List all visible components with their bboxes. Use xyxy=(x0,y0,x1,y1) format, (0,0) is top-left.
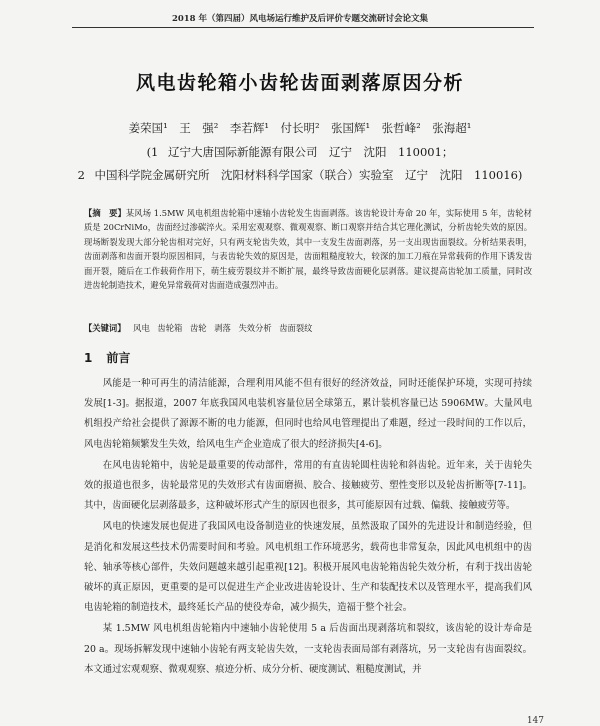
section-title: 前言 xyxy=(106,351,131,365)
body-text xyxy=(84,374,532,681)
keyword: 风电 xyxy=(133,323,150,333)
paper-title: 风电齿轮箱小齿轮齿面剥落原因分析 xyxy=(135,72,464,94)
keyword: 齿面裂纹 xyxy=(279,323,313,333)
paragraph: 某 1.5MW 风电机组齿轮箱内中速轴小齿轮使用 5 a 后齿面出现剥落坑和裂纹，该齿轮的设计寿命是 20 a。现场拆解发现中速轴小齿轮有两支轮齿失效，一支轮齿表面局部有剥落坑，另一支轮齿有齿面裂纹。本文通过宏观观察、微观观察、痕迹分析、成分分析、硬度测试、粗糙度测试，并 xyxy=(84,623,532,675)
paragraph: 风电的快速发展也促进了我国风电设备制造业的快速发展，虽然汲取了国外的先进设计和制造经验，但是消化和发展这些技术仍需要时间和考验。风电机组工作环境恶劣，载荷也非常复杂，因此风电机组中的齿轮、轴承等核心部件，失效问题越来越引起重视[12]。积极开展风电齿轮箱齿轮失效分析，有利于找出齿轮破坏的真正原因，更重要的是可以促进生产企业改进齿轮设计、生产和装配技术以及管理水平，提高我们风电齿轮箱的制造技术，最终延长产品的使役寿命，减少损失，造福于整个社会。 xyxy=(84,521,532,614)
page-number: 147 xyxy=(526,716,544,726)
keywords-label: 【关键词】 xyxy=(84,323,126,333)
author-list: 姜荣国¹ 王 强² 李若辉¹ 付长明² 张国辉¹ 张哲峰² 张海超¹ xyxy=(128,121,472,135)
keywords xyxy=(84,322,532,334)
keyword: 剥落 xyxy=(214,323,231,333)
header-rule xyxy=(72,27,534,28)
affiliation-1: (1 辽宁大唐国际新能源有限公司 辽宁 沈阳 110001； xyxy=(146,145,454,159)
abstract xyxy=(84,206,532,292)
paragraph: 风能是一种可再生的清洁能源，合理利用风能不但有很好的经济效益，同时还能保护环境，实现可持续发展[1-3]。据报道，2007 年底我国风电装机容量位居全球第五，累计装机容量已达 5906MW。大量风电机组投产给社会提供了源源不断的电力能源，但同时也给风电管理提出了难题，经过一段时间的工作以后，风电齿轮箱频繁发生失效，给风电生产企业造成了很大的经济损失[4-6]。 xyxy=(84,378,532,450)
keyword: 齿轮 xyxy=(189,323,207,333)
abstract-text: 某风场 1.5MW 风电机组齿轮箱中速轴小齿轮发生齿面剥落。该齿轮设计寿命 20 年，实际使用 5 年，齿轮材质是 20CrNiMo，齿面经过渗碳淬火。采用宏观观察、微观观察、断口观察并结合其它理化测试，分析齿轮失效的原因。现场断裂发现大部分轮齿相对完好，只有两支轮齿失效，其中一支发生齿面剥落，另一支出现齿面裂纹。分析结果表明，齿面剥落和齿面开裂均原因相同，与表齿轮失效的原因是，齿面粗糙度较大，较深的加工刀痕在异常载荷的作用下诱发齿面开裂，随后在工作载荷作用下，萌生疲劳裂纹并不断扩展，最终导致齿面硬化层剥落。建议提高齿轮加工质量，同时改进齿轮制造技术，避免异常载荷对齿面造成强烈冲击。 xyxy=(84,208,532,291)
affiliation-2: 2 中国科学院金属研究所 沈阳材料科学国家（联合）实验室 辽宁 沈阳 110016) xyxy=(77,168,523,182)
section-heading xyxy=(84,349,130,366)
running-header: 2018 年（第四届）风电场运行维护及后评价专题交流研讨会论文集 xyxy=(171,14,429,24)
abstract-label: 【摘 要】 xyxy=(84,208,126,218)
keyword: 齿轮箱 xyxy=(157,323,183,333)
keyword: 失效分析 xyxy=(238,323,272,333)
section-number: 1 xyxy=(84,351,93,365)
paragraph: 在风电齿轮箱中，齿轮是最重要的传动部件，常用的有直齿轮圆柱齿轮和斜齿轮。近年来，关于齿轮失效的报道也很多，齿轮最常见的失效形式有齿面磨损、胶合、接触疲劳、塑性变形以及轮齿折断等[7-11]。其中，齿面硬化层剥落最多，这种破坏形式产生的原因也很多，其可能原因有过载、偏载、接触疲劳等。 xyxy=(84,459,532,512)
